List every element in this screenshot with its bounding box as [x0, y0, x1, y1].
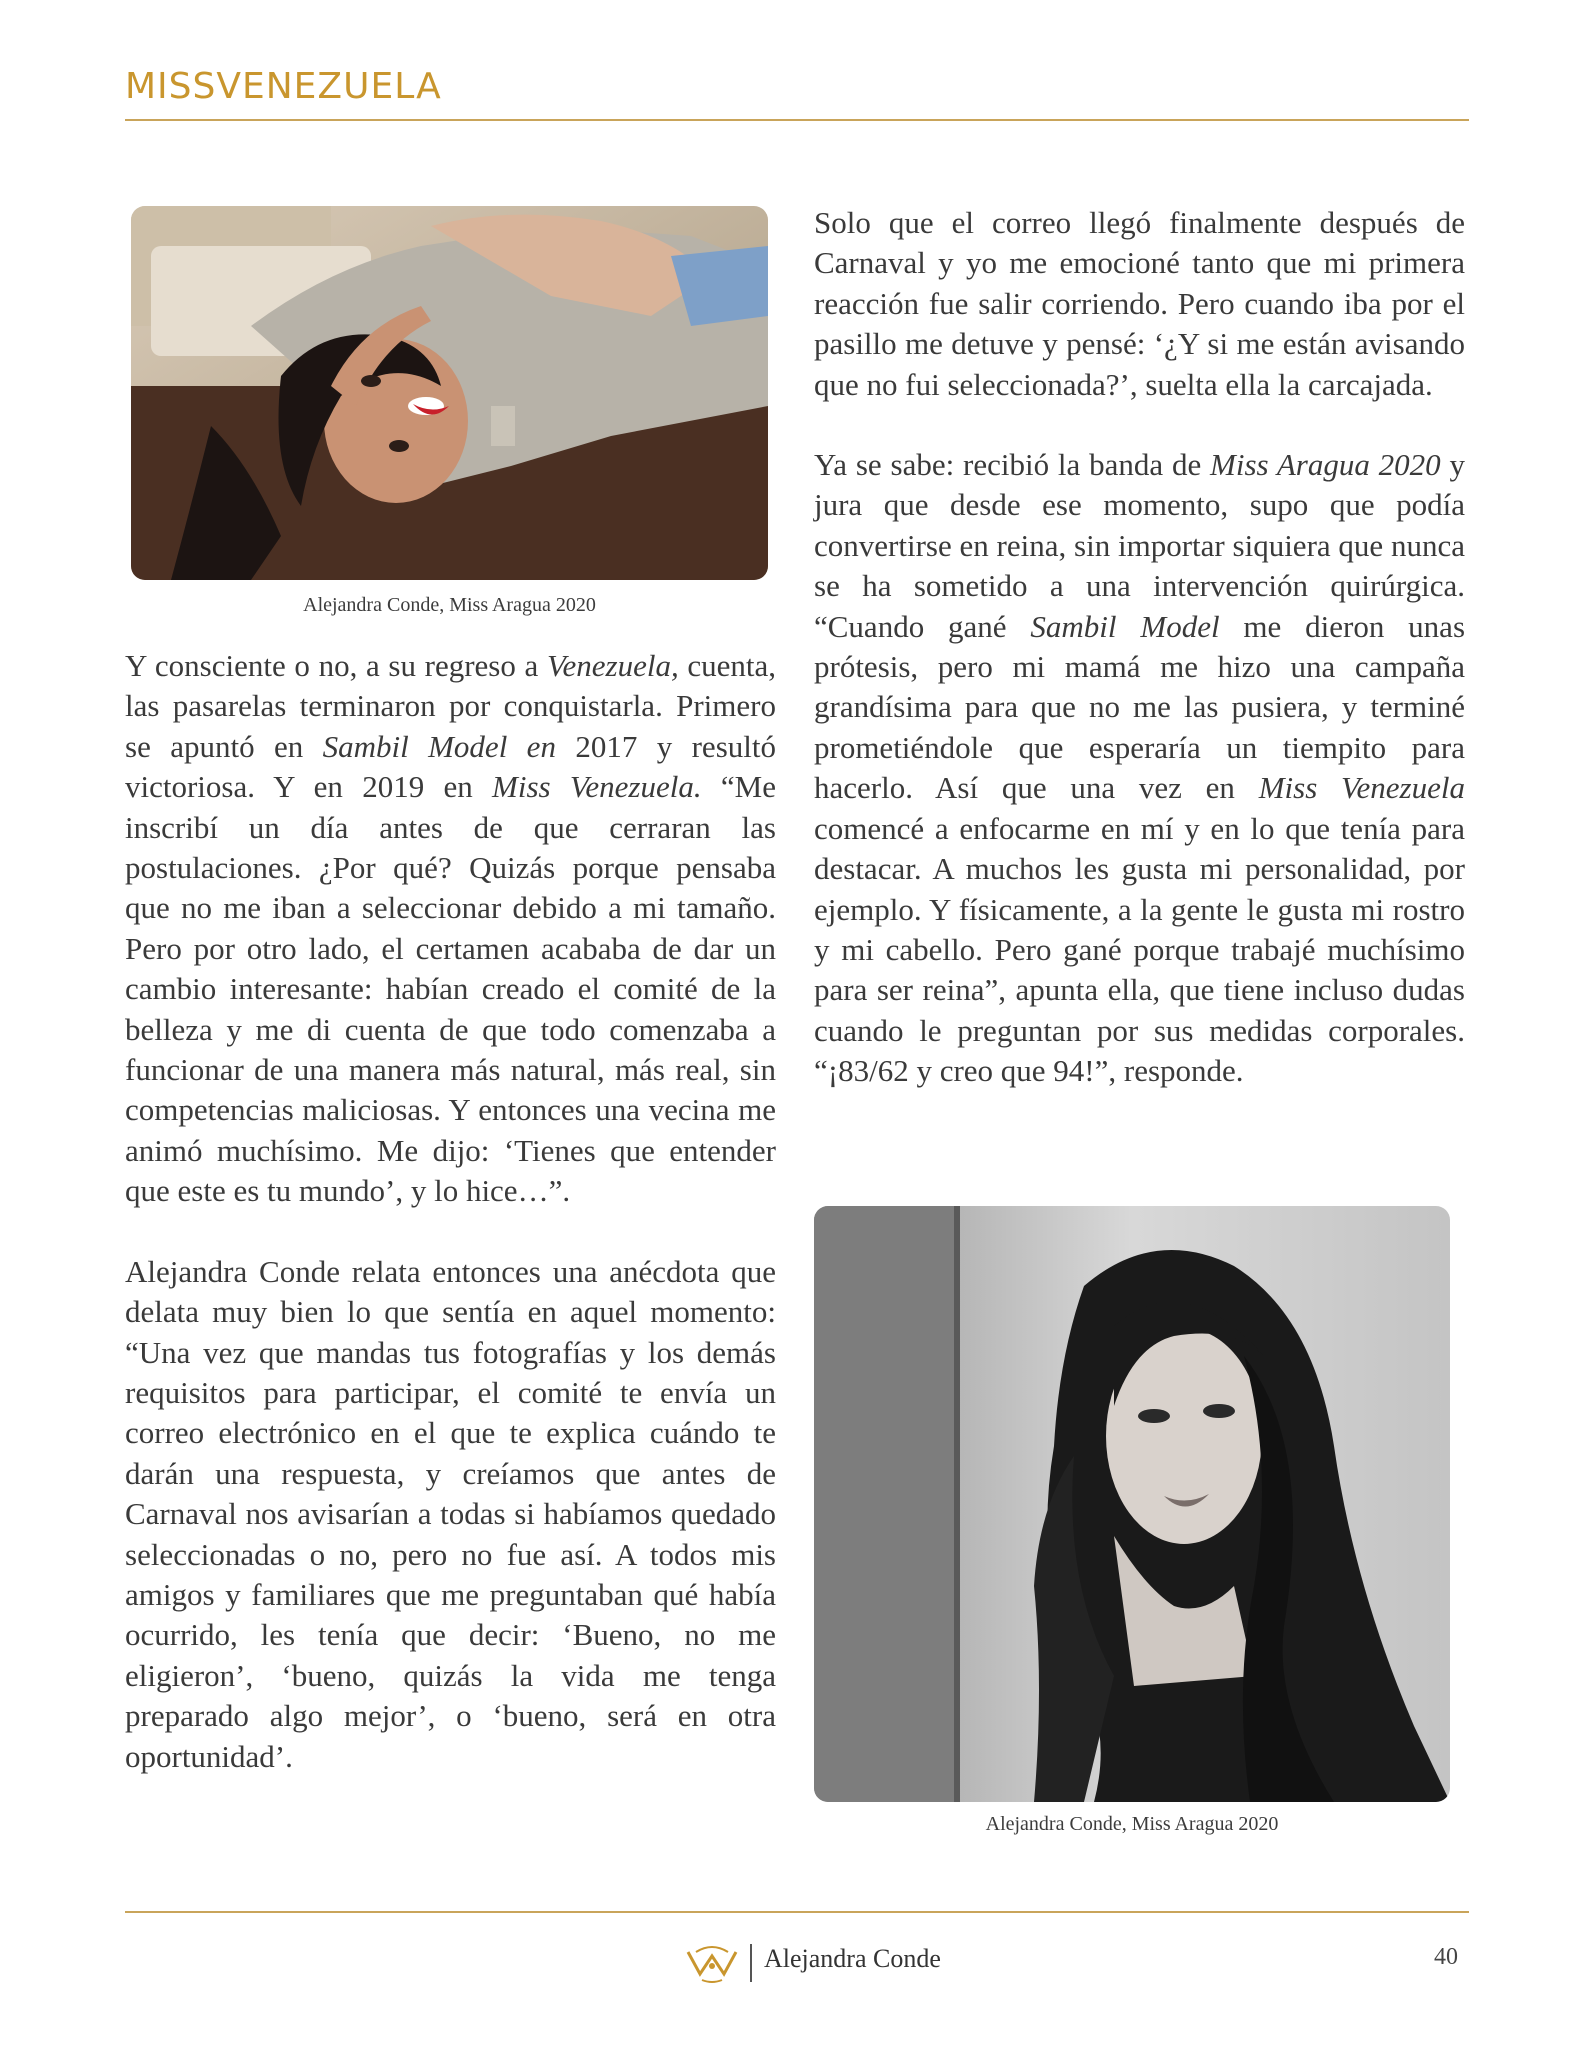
- photo-caption: Alejandra Conde, Miss Aragua 2020: [303, 594, 596, 616]
- footer-divider: [125, 1911, 1469, 1913]
- paragraph: Ya se sabe: recibió la banda de Miss Aragua 2020 y jura que desde ese momento, supo que podía convertirse en reina, sin importar siquiera que nunca se ha sometido a una intervención quirúrgica. “Cuando gané Sambil Model me dieron unas prótesis, pero mi mamá me hizo una campaña grandísima para que no me las pusiera, y terminé prometiéndole que esperaría un tiempito para hacerlo. Así que una vez en Miss Venezuela comencé a enfocarme en mí y en lo que tenía para destacar. A muchos les gusta mi personalidad, por ejemplo. Y físicamente, a la gente le gusta mi rostro y mi cabello. Pero gané porque trabajé muchísimo para ser reina”, apunta ella, que tiene incluso dudas cuando le preguntan por sus medidas corporales. “¡83/62 y creo que 94!”, responde.: [814, 447, 1466, 1089]
- header-divider: [125, 119, 1469, 121]
- paragraph: Solo que el correo llegó finalmente después de Carnaval y yo me emocioné tanto que mi primera reacción fue salir corriendo. Pero cuando iba por el pasillo me detuve y pensé: ‘¿Y si me están avisando que no fui seleccionada?’, suelta ella la carcajada.: [814, 205, 1465, 402]
- article-right-column: [814, 203, 1465, 1092]
- footer-article-title: Alejandra Conde: [764, 1944, 941, 1973]
- paragraph: Alejandra Conde relata entonces una anécdota que delata muy bien lo que sentía en aquel momento: “Una vez que mandas tus fotografías y los demás requisitos para participar, el comité te envía un correo electrónico en el que te explica cuándo te darán una respuesta, y creíamos que antes de Carnaval nos avisarían a todas si habíamos quedado seleccionadas o no, pero no fue así. A todos mis amigos y familiares que me preguntaban qué había ocurrido, les tenía que decir: ‘Bueno, no me eligieron’, ‘bueno, quizás la vida me tenga preparado algo mejor’, o ‘bueno, será en otra oportunidad’.: [125, 1253, 776, 1774]
- photo-reclining-portrait: [131, 206, 768, 580]
- photo-bw-portrait: [814, 1206, 1450, 1802]
- photo-caption: Alejandra Conde, Miss Aragua 2020: [985, 1813, 1279, 1835]
- footer-separator: [750, 1944, 752, 1982]
- miss-venezuela-crest-icon: [682, 1944, 742, 1984]
- magazine-logo: MISSVENEZUELA: [125, 66, 442, 107]
- page-number: 40: [1434, 1944, 1458, 1970]
- article-left-column: [125, 646, 776, 1777]
- paragraph: Y consciente o no, a su regreso a Venezuela, cuenta, las pasarelas terminaron por conquistarla. Primero se apuntó en Sambil Model en 2017 y resultó victoriosa. Y en 2019 en Miss Venezuela. “Me inscribí un día antes de que cerraran las postulaciones. ¿Por qué? Quizás porque pensaba que no me iban a seleccionar debido a mi tamaño. Pero por otro lado, el certamen acababa de dar un cambio interesante: habían creado el comité de la belleza y me di cuenta de que todo comenzaba a funcionar de una manera más natural, más real, sin competencias maliciosas. Y entonces una vecina me animó muchísimo. Me dijo: ‘Tienes que entender que este es tu mundo’, y lo hice…”.: [125, 648, 777, 1209]
